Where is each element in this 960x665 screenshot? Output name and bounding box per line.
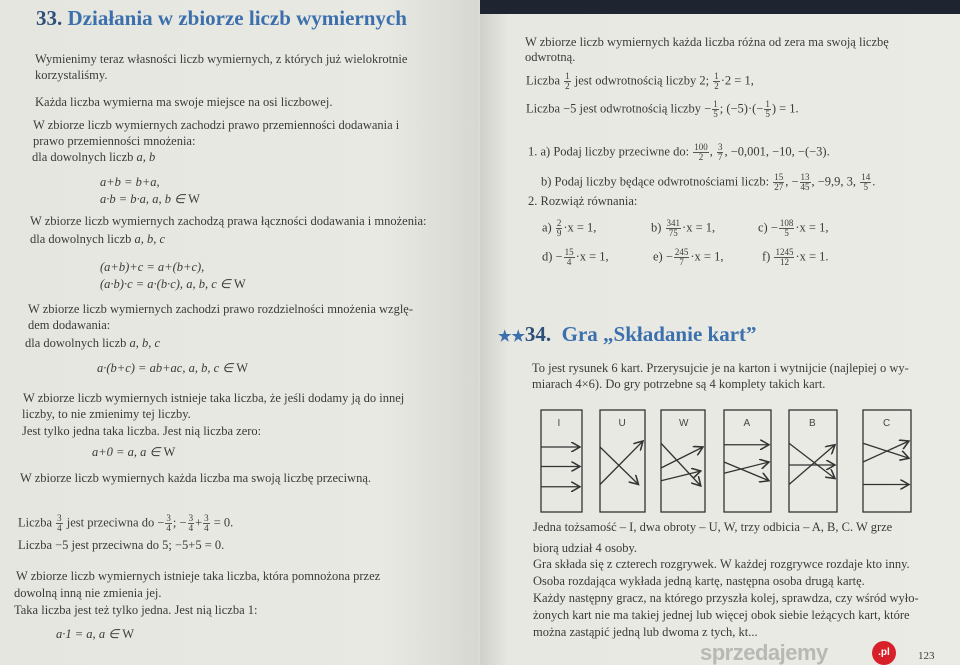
text: ; (−5)·(− <box>719 101 764 116</box>
text: e) − <box>653 249 673 264</box>
text: b) Podaj liczby będące odwrotnościami liczb: <box>541 174 773 189</box>
math-expression: a, b, c <box>129 336 161 350</box>
numerator: 1 <box>713 99 718 109</box>
numerator: 3 <box>57 513 62 523</box>
text: Gra składa się z czterech rozgrywek. W każdej rozgrywce rozdaje kto inny. <box>533 557 910 571</box>
numerator: 245 <box>674 247 689 257</box>
text: W <box>236 361 249 375</box>
math-expression: a, b ∈ <box>152 192 189 206</box>
text: dla dowolnych liczb <box>30 232 135 246</box>
denominator: 4 <box>57 523 62 533</box>
text: Liczba −5 jest przeciwna do 5; −5+5 = 0. <box>18 538 225 552</box>
denominator: 4 <box>566 257 572 267</box>
denominator: 9 <box>556 228 562 238</box>
text: Jedna tożsamość – I, dwa obroty – U, W, trzy odbicia – A, B, C. W grze <box>533 520 893 534</box>
text: W zbiorze liczb wymiernych każda liczba ma swoją liczbę przeciwną. <box>20 471 371 485</box>
numerator: 3 <box>204 513 209 523</box>
math-expression: a ∈ <box>98 627 123 641</box>
card-I <box>541 410 582 512</box>
numerator: 1 <box>714 71 719 81</box>
numerator: 1 <box>765 99 770 109</box>
numerator: 13 <box>800 172 810 182</box>
text: W zbiorze liczb wymiernych każda liczba różna od zera ma swoją liczbę <box>525 35 889 49</box>
text: To jest rysunek 6 kart. Przerysujcie je na karton i wytnijcie (najlepiej o wy- <box>532 361 909 375</box>
card-label: I <box>557 418 561 429</box>
watermark-badge: .pl <box>872 641 896 665</box>
text: Osoba rozdająca wykłada jedną kartę, następna osoba drugą kartę. <box>533 574 865 588</box>
card-label: C <box>883 418 891 429</box>
text: ·x = 1, <box>795 220 829 235</box>
text: , <box>709 144 716 159</box>
page-number: 123 <box>918 650 935 662</box>
numerator: 1 <box>565 71 570 81</box>
text: Jest tylko jedna taka liczba. Jest nią liczba zero: <box>22 424 262 438</box>
text: dla dowolnych liczb <box>32 150 137 164</box>
numerator: 100 <box>694 142 708 152</box>
card-label: U <box>618 418 626 429</box>
math-expression: a·1 = a, <box>56 627 96 641</box>
numerator: 3 <box>188 513 194 523</box>
watermark: sprzedajemy <box>700 640 828 665</box>
text: Wymienimy teraz własności liczb wymiernych, z których już wielokrotnie <box>35 52 408 66</box>
numerator: 341 <box>666 218 681 228</box>
card-B <box>789 410 837 512</box>
numerator: 15 <box>564 247 574 257</box>
text: Każdy następny gracz, na którego przyszła kolej, sprawdza, czy wśród wyło- <box>533 591 919 605</box>
numerator: 108 <box>779 218 794 228</box>
denominator: 7 <box>679 257 684 267</box>
text: d) − <box>542 249 563 264</box>
section-number: 34. <box>524 322 552 346</box>
text: W <box>122 627 135 641</box>
denominator: 2 <box>698 152 704 162</box>
text: Liczba −5 jest odwrotnością liczby − <box>526 101 712 116</box>
text: ·x = 1, <box>575 249 609 264</box>
text: jest przeciwna do − <box>63 515 165 530</box>
text: miarach 4×6). Do gry potrzebne są 4 komplety takich kart. <box>532 377 826 391</box>
text: żonych kart nie ma takiej jednej lub więcej obok siebie leżących kart, które <box>533 608 910 622</box>
numerator: 2 <box>556 218 562 228</box>
text: Każda liczba wymierna ma swoje miejsce na osi liczbowej. <box>35 95 333 109</box>
card-label: A <box>743 418 751 429</box>
text: b) <box>651 220 665 235</box>
text: 1. a) Podaj liczby przeciwne do: <box>528 144 693 159</box>
text: można zastąpić jedną lub dwoma z tych, kt... <box>533 625 758 639</box>
denominator: 27 <box>774 182 784 192</box>
text: Liczba <box>18 515 56 530</box>
text: odwrotną. <box>525 50 576 64</box>
text: ; − <box>172 515 187 530</box>
text: Liczba <box>526 73 564 88</box>
text: Taka liczba jest też tylko jedna. Jest nią liczba 1: <box>14 603 258 617</box>
denominator: 75 <box>668 228 678 238</box>
text: ·x = 1. <box>795 249 829 264</box>
numerator: 14 <box>861 172 871 182</box>
card-A <box>724 410 771 512</box>
denominator: 2 <box>565 81 570 91</box>
text: W <box>233 277 246 291</box>
text: c) − <box>758 220 778 235</box>
arrow-icon <box>863 443 909 458</box>
text: , −0,001, −10, −(−3). <box>724 144 830 159</box>
card-W <box>661 410 705 512</box>
numerator: 15 <box>774 172 784 182</box>
card-label: B <box>809 418 816 429</box>
text: ) = 1. <box>771 101 799 116</box>
text: ·x = 1, <box>690 249 724 264</box>
card-outline <box>541 410 582 512</box>
math-expression: a, b, c <box>134 232 166 246</box>
text: . <box>872 174 876 189</box>
section-title-text: Gra „Składanie kart” <box>561 322 757 346</box>
text: dowolną inną nie zmienia jej. <box>14 586 162 600</box>
section-title-text: Działania w zbiorze liczb wymiernych <box>67 6 407 30</box>
text: W zbiorze liczb wymiernych zachodzi prawo przemienności dodawania i <box>33 118 400 132</box>
denominator: 4 <box>166 523 171 533</box>
star-icon: ★★ <box>498 329 525 345</box>
card-label: W <box>679 418 689 429</box>
arrow-icon <box>789 443 835 478</box>
text: liczby, to nie zmienimy tej liczby. <box>22 407 191 421</box>
text: dem dodawania: <box>28 318 111 332</box>
card-U <box>600 410 645 512</box>
text: W zbiorze liczb wymiernych zachodzi prawo rozdzielności mnożenia wzglę- <box>28 302 414 316</box>
denominator: 5 <box>863 182 868 192</box>
text: W zbiorze liczb wymiernych zachodzą prawa łączności dodawania i mnożenia: <box>30 214 427 228</box>
arrow-icon <box>863 441 909 462</box>
text: W zbiorze liczb wymiernych istnieje taka liczba, że jeśli dodamy ją do innej <box>23 391 405 405</box>
text: , −9,9, 3, <box>811 174 860 189</box>
math-expression: a+0 = a, <box>92 445 137 459</box>
text: a) <box>542 220 555 235</box>
text: 2. Rozwiąż równania: <box>528 194 638 208</box>
text: = 0. <box>210 515 234 530</box>
math-expression: a, b, c ∈ <box>188 361 237 375</box>
math-expression: (a·b)·c = a·(b·c), <box>100 277 184 291</box>
text: f) <box>762 249 774 264</box>
text: ·x = 1, <box>563 220 597 235</box>
numerator: 3 <box>717 142 723 152</box>
numerator: 3 <box>166 513 171 523</box>
text: korzystaliśmy. <box>35 68 108 82</box>
math-expression: a ∈ <box>140 445 164 459</box>
text: + <box>195 515 203 530</box>
text: W zbiorze liczb wymiernych istnieje taka liczba, która pomnożona przez <box>16 569 381 583</box>
text: jest odwrotnością liczby 2; <box>571 73 713 88</box>
text: dla dowolnych liczb <box>25 336 130 350</box>
text: W <box>188 192 200 206</box>
denominator: 4 <box>204 523 209 533</box>
text: ·2 = 1, <box>720 73 754 88</box>
text: prawo przemienności mnożenia: <box>33 134 196 148</box>
math-expression: a+b = b+a, <box>100 175 160 189</box>
math-expression: a, b, c ∈ <box>186 277 234 291</box>
math-expression: a·(b+c) = ab+ac, <box>97 361 186 375</box>
card-C <box>863 410 911 512</box>
denominator: 5 <box>784 228 789 238</box>
denominator: 45 <box>800 182 810 192</box>
denominator: 12 <box>779 257 789 267</box>
denominator: 5 <box>765 109 770 119</box>
text: , − <box>785 174 799 189</box>
denominator: 2 <box>714 81 719 91</box>
denominator: 5 <box>713 109 718 119</box>
math-expression: a, b <box>136 150 156 164</box>
arrow-icon <box>600 441 643 485</box>
denominator: 7 <box>717 152 723 162</box>
text: ·x = 1, <box>682 220 716 235</box>
denominator: 4 <box>188 523 194 533</box>
math-expression: a·b = b·a, <box>100 192 150 206</box>
text: W <box>163 445 176 459</box>
math-expression: (a+b)+c = a+(b+c), <box>100 260 205 274</box>
text: biorą udział 4 osoby. <box>533 541 638 555</box>
numerator: 1245 <box>775 247 794 257</box>
section-number: 33. <box>36 6 63 30</box>
